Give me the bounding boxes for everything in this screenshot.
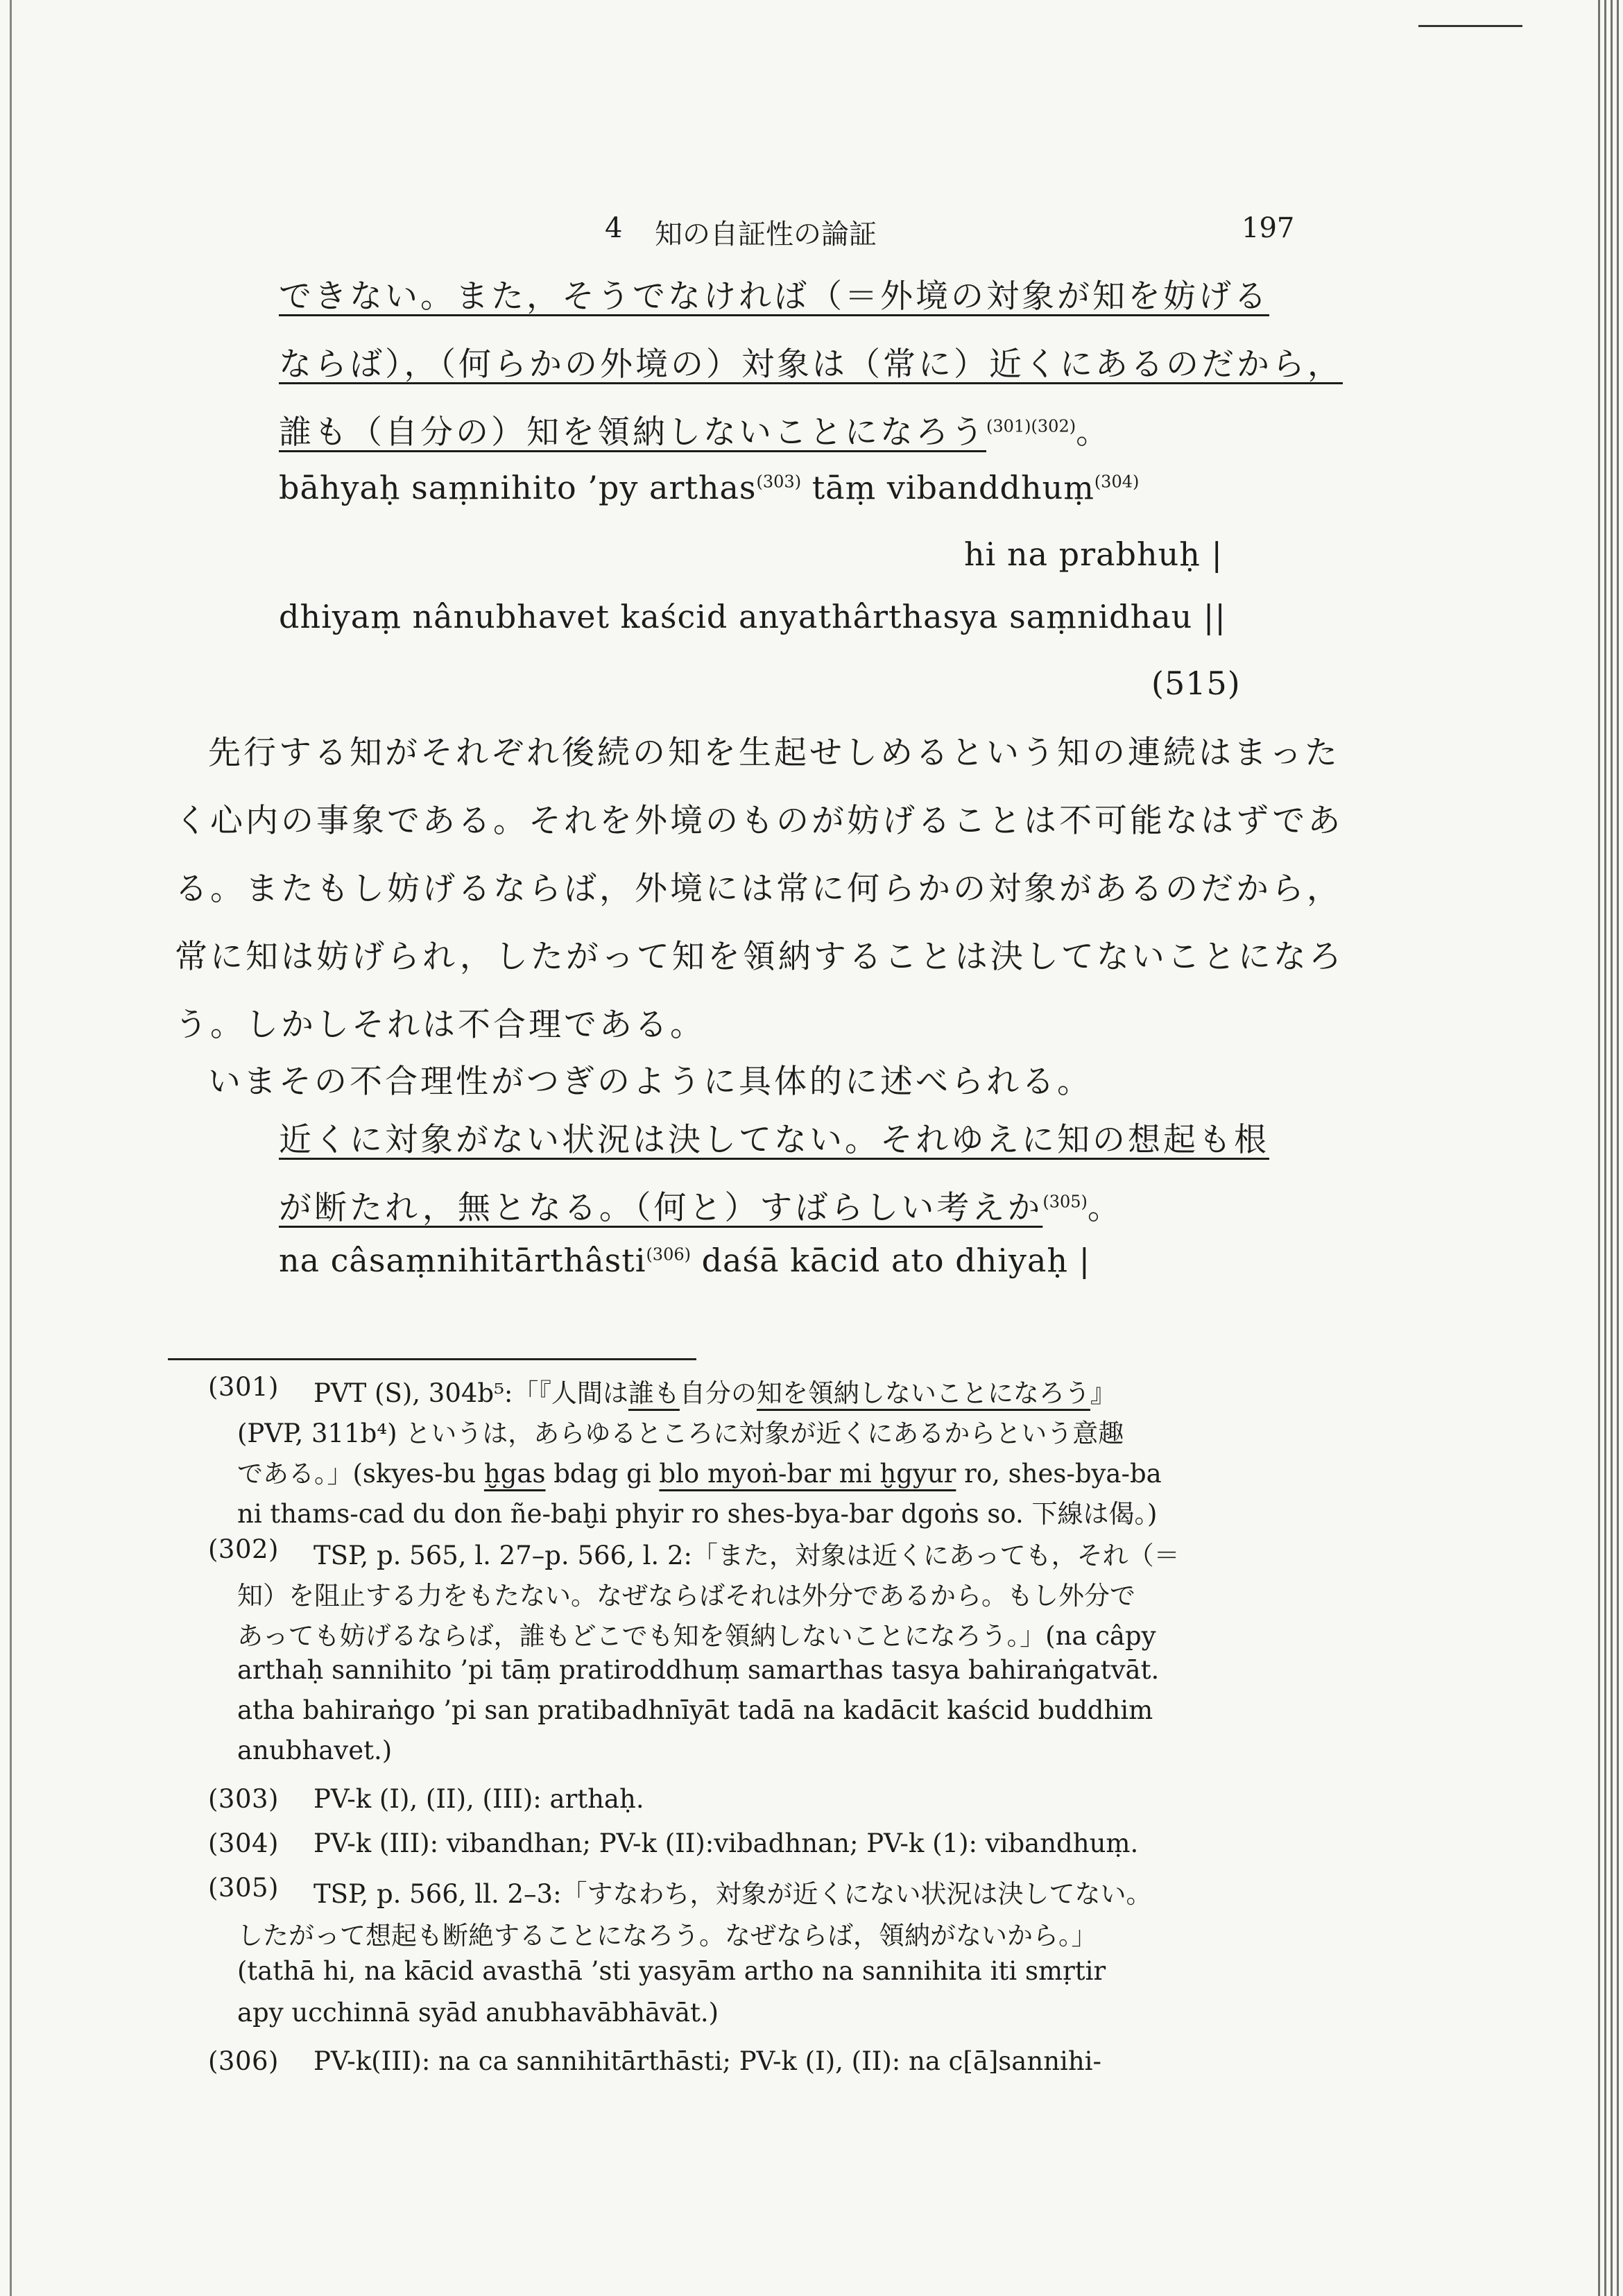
footnote-301-number: (301) <box>208 1372 279 1402</box>
verse-515-jp-line-2: ならば），（何らかの外境の）対象は（常に）近くにあるのだから， <box>279 345 1343 384</box>
footnote-303-text: PV-k (I), (II), (III): arthaḥ. <box>314 1784 644 1814</box>
footnote-301-l3-underline-2: blo myoṅ-bar mi ḫgyur <box>659 1459 956 1489</box>
commentary-line-2: く心内の事象である。それを外境のものが妨げることは不可能なはずであ <box>175 802 1343 840</box>
verse-515-number: (515) <box>1151 665 1241 702</box>
footnote-301-l1-underline-1: 誰も <box>628 1378 680 1408</box>
footnote-302-line-6: anubhavet.) <box>237 1736 393 1765</box>
footnote-305-line-4: apy ucchinnā syād anubhavābhāvāt.) <box>237 1998 719 2028</box>
footnote-302-line-2: 知）を阻止する力をもたない。なぜならばそれは外分であるから。もし外分で <box>237 1581 1135 1611</box>
verse-515-jp-line-3-text: 誰も（自分の）知を領納しないことになろう <box>279 413 986 452</box>
verse-516-jp-line-1: 近くに対象がない状況は決してない。それゆえに知の想起も根 <box>279 1121 1269 1159</box>
footnote-ref-305: (305) <box>1042 1192 1088 1212</box>
chapter-number: 4 <box>605 212 623 244</box>
footnote-301-l1-mid: 自分の <box>679 1378 757 1408</box>
footnote-301-l1-a: PVT (S), 304b⁵:「『人間は <box>314 1378 628 1408</box>
verse-515-jp-end: 。 <box>1076 413 1112 452</box>
footnote-302-line-1: TSP, p. 565, l. 27–p. 566, l. 2:「また，対象は近くにあっても，それ（＝ <box>314 1541 1180 1570</box>
page-number: 197 <box>1242 212 1295 244</box>
footnote-305-line-1: TSP, p. 566, ll. 2–3:「すなわち，対象が近くにない状況は決してない。 <box>314 1879 1152 1909</box>
verse-515-skt-line-1 <box>279 469 1139 506</box>
footnote-302-number: (302) <box>208 1534 279 1564</box>
footnote-301-line-4: ni thams-cad du don ñe-baḫi phyir ro shes-bya-bar dgoṅs so. 下線は偈。) <box>237 1499 1158 1529</box>
footnote-ref-303: (303) <box>756 472 802 492</box>
footnote-305-number: (305) <box>208 1873 279 1903</box>
footnote-301-l1-underline-2: 知を領納しないことになろう <box>756 1378 1090 1408</box>
verse-516-skt-b: daśā kācid ato dhiyaḥ | <box>690 1242 1091 1279</box>
scan-top-mark <box>1418 25 1522 27</box>
footnote-301-line-3 <box>237 1453 1162 1490</box>
verse-516-jp-end: 。 <box>1087 1189 1123 1227</box>
verse-516-skt-line <box>279 1242 1090 1279</box>
commentary-transition: いまその不合理性がつぎのように具体的に述べられる。 <box>208 1063 1092 1101</box>
footnote-302-line-4: arthaḥ sannihito ’pi tāṃ pratiroddhuṃ samarthas tasya bahiraṅgatvāt. <box>237 1655 1160 1685</box>
footnote-306-text: PV-k(III): na ca sannihitārthāsti; PV-k (I), (II): na c[ā]sannihi- <box>314 2046 1102 2076</box>
footnote-301-l3-a: である。」(skyes-bu <box>237 1459 484 1489</box>
footnote-303-number: (303) <box>208 1784 279 1814</box>
scan-left-edge <box>10 0 12 2296</box>
footnote-305-line-3: (tathā hi, na kācid avasthā ’sti yasyām artho na sannihita iti smṛtir <box>237 1956 1106 1986</box>
footnote-306-number: (306) <box>208 2046 279 2076</box>
footnote-302-line-5: atha bahiraṅgo ’pi san pratibadhnīyāt tadā na kadācit kaścid buddhim <box>237 1695 1153 1725</box>
verse-515-skt-line-1-b: tāṃ vibanddhuṃ <box>801 469 1094 506</box>
commentary-line-5: う。しかしそれは不合理である。 <box>175 1006 705 1044</box>
footnote-ref-306: (306) <box>646 1244 691 1265</box>
footnote-305-line-2: したがって想起も断絶することになろう。なぜならば，領納がないから。」 <box>237 1921 1097 1951</box>
footnote-301-line-1 <box>314 1372 1116 1410</box>
footnote-301-l3-mid: bdag gi <box>545 1459 660 1489</box>
verse-515-skt-line-1-a: bāhyaḥ saṃnihito ’py arthas <box>279 469 757 506</box>
verse-516-skt-a: na câsaṃnihitārthâsti <box>279 1242 646 1279</box>
footnote-304-number: (304) <box>208 1828 279 1858</box>
verse-515-skt-line-3: dhiyaṃ nânubhavet kaścid anyathârthasya saṃnidhau || <box>279 598 1226 635</box>
verse-515-jp-line-3 <box>279 406 1111 453</box>
verse-515-skt-line-2: hi na prabhuḥ | <box>964 536 1223 573</box>
footnote-301-l1-end: 』 <box>1090 1378 1116 1408</box>
verse-516-jp-line-2-text: が断たれ，無となる。（何と）すばらしい考えか <box>279 1189 1043 1227</box>
footnote-301-l3-end: ro, shes-bya-ba <box>956 1459 1162 1489</box>
footnote-301-l3-underline-1: ḫgas <box>483 1459 546 1489</box>
footnote-ref-301-302: (301)(302) <box>986 416 1076 436</box>
verse-516-jp-line-2 <box>279 1182 1123 1228</box>
footnote-separator <box>168 1358 696 1360</box>
footnote-304-text: PV-k (III): vibandhan; PV-k (II):vibadhnan; PV-k (1): vibandhuṃ. <box>314 1828 1139 1858</box>
footnote-ref-304: (304) <box>1094 472 1140 492</box>
commentary-line-3: る。またもし妨げるならば，外境には常に何らかの対象があるのだから， <box>175 870 1342 908</box>
footnote-301-line-2: (PVP, 311b⁴) というは，あらゆるところに対象が近くにあるからという意趣 <box>237 1419 1124 1448</box>
commentary-line-1: 先行する知がそれぞれ後続の知を生起せしめるという知の連続はまった <box>208 734 1340 772</box>
commentary-line-4: 常に知は妨げられ，したがって知を領納することは決してないことになろ <box>175 938 1344 976</box>
verse-515-jp-line-1: できない。また，そうでなければ（＝外境の対象が知を妨げる <box>279 277 1269 316</box>
footnote-302-line-3: あっても妨げるならば，誰もどこでも知を領納しないことになろう。」(na câpy <box>237 1621 1156 1651</box>
scan-right-edge <box>1598 0 1623 2296</box>
chapter-title: 知の自証性の論証 <box>655 219 877 250</box>
